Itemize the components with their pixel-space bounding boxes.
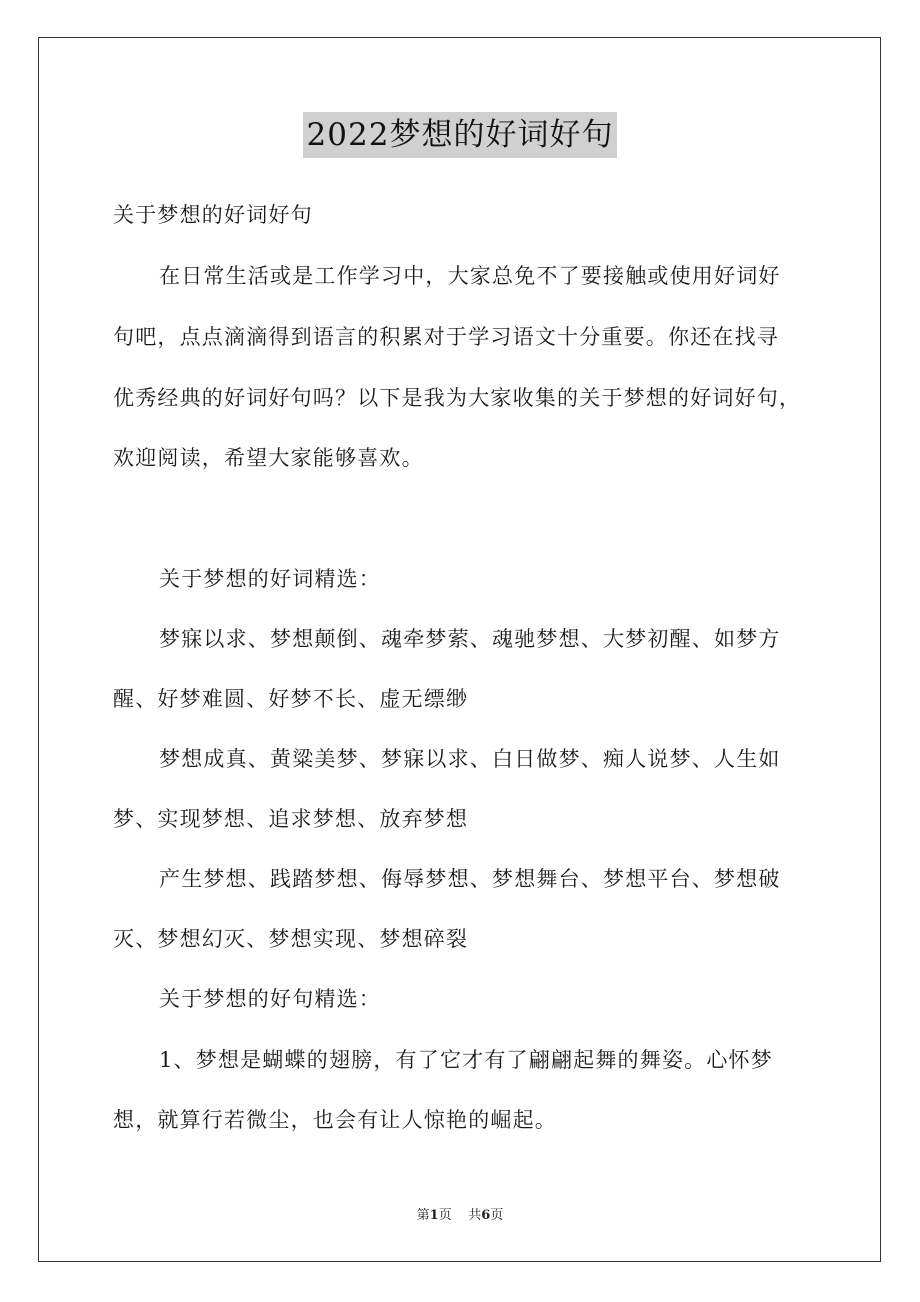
title-container: [0, 112, 920, 158]
word-list-line: 梦、实现梦想、追求梦想、放弃梦想: [113, 807, 469, 831]
word-list-line: 灭、梦想幻灭、梦想实现、梦想碎裂: [113, 927, 469, 951]
footer-total-prefix: 共: [468, 1208, 482, 1223]
intro-paragraph-line: 句吧，点点滴滴得到语言的积累对于学习语文十分重要。你还在找寻: [113, 325, 779, 349]
sentence-line: 1、梦想是蝴蝶的翅膀，有了它才有了翩翩起舞的舞姿。心怀梦: [159, 1048, 773, 1072]
subtitle-line: 关于梦想的好词好句: [113, 203, 313, 227]
word-list-line: 产生梦想、践踏梦想、侮辱梦想、梦想舞台、梦想平台、梦想破: [159, 867, 781, 891]
section-heading-words: 关于梦想的好词精选：: [159, 567, 381, 591]
intro-paragraph-line: 优秀经典的好词好句吗？以下是我为大家收集的关于梦想的好词好句，: [113, 386, 802, 410]
word-list-line: 醒、好梦难圆、好梦不长、虚无缥缈: [113, 687, 469, 711]
footer-total-pages: 6: [481, 1208, 491, 1223]
section-heading-sentences: 关于梦想的好句精选：: [159, 987, 381, 1011]
word-list-line: 梦寐以求、梦想颠倒、魂牵梦萦、魂驰梦想、大梦初醒、如梦方: [159, 627, 781, 651]
footer-current-page: 1: [429, 1208, 439, 1223]
document-title: 2022梦想的好词好句: [303, 112, 618, 158]
intro-paragraph-line: 在日常生活或是工作学习中，大家总免不了要接触或使用好词好: [159, 264, 781, 288]
word-list-line: 梦想成真、黄粱美梦、梦寐以求、白日做梦、痴人说梦、人生如: [159, 747, 781, 771]
footer-page-prefix: 第: [416, 1208, 430, 1223]
page-footer: [0, 1206, 920, 1226]
footer-total-unit: 页: [490, 1208, 504, 1223]
intro-paragraph-line: 欢迎阅读，希望大家能够喜欢。: [113, 446, 424, 470]
footer-page-unit: 页: [438, 1208, 452, 1223]
sentence-line: 想，就算行若微尘，也会有让人惊艳的崛起。: [113, 1108, 557, 1132]
